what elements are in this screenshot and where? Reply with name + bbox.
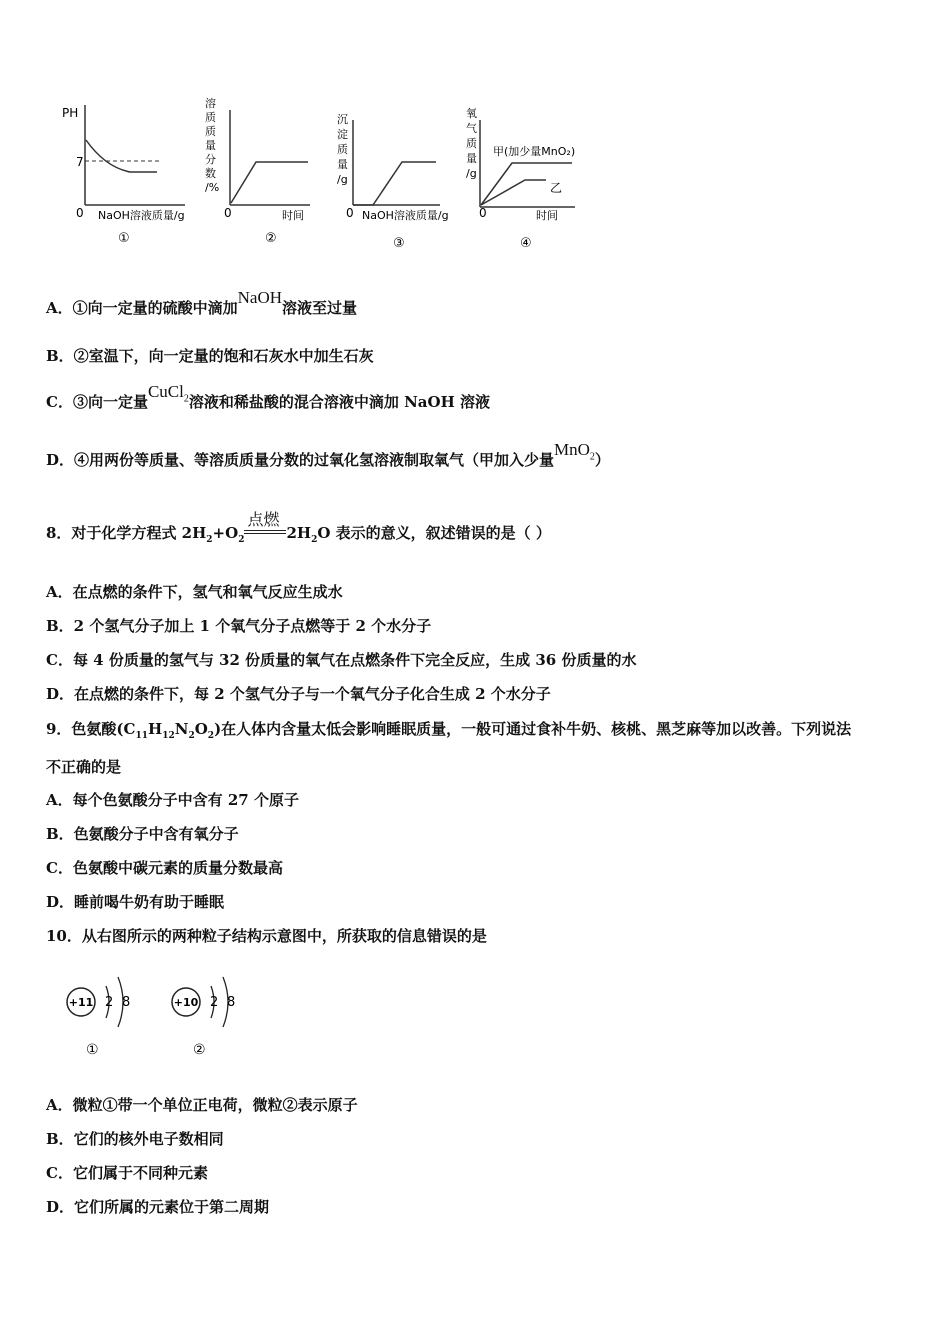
- g2y-char: 质: [205, 125, 216, 138]
- g3y-char: 沉: [337, 113, 348, 126]
- g3y-char: /g: [337, 173, 348, 186]
- g4-y-label: [466, 106, 477, 180]
- g1-num: ①: [118, 231, 130, 246]
- particle-1: [67, 977, 130, 1058]
- g2y-char: /%: [205, 181, 220, 194]
- g3-y-label: [337, 113, 348, 186]
- g3-origin: 0: [346, 206, 354, 220]
- q8-stem: 8．对于化学方程式 $2H_2+O_2$ 点燃 $2H_2O$ 表示的意义，叙述错误的是（ ）: [46, 510, 551, 545]
- g4y-char: 量: [466, 152, 477, 165]
- g1-y-label: PH: [62, 106, 79, 120]
- p1-shell-2: 8: [122, 995, 131, 1010]
- g1-curve: [86, 140, 157, 172]
- g3y-char: 量: [337, 158, 348, 171]
- q10-option-c: C．它们属于不同种元素: [46, 1164, 208, 1182]
- g4-jia-label: 甲(加少量MnO₂): [493, 145, 576, 158]
- g2y-char: 数: [205, 167, 216, 180]
- g3-num: ③: [393, 236, 405, 251]
- q7-option-b: B．②室温下，向一定量的饱和石灰水中加生石灰: [46, 347, 374, 365]
- q9-option-d: D．睡前喝牛奶有助于睡眠: [46, 893, 225, 911]
- graph-4: [466, 106, 575, 251]
- g3-x-label: NaOH溶液质量/g: [362, 209, 449, 222]
- g4-x-label: 时间: [536, 209, 558, 222]
- g4y-char: 氧: [466, 107, 477, 120]
- q7-option-c: C．③向一定量CuCl$_2$溶液和稀盐酸的混合溶液中滴加 NaOH 溶液: [46, 382, 490, 411]
- q9-option-c: C．色氨酸中碳元素的质量分数最高: [46, 859, 283, 877]
- g4-yi-label: 乙: [550, 181, 563, 195]
- q8-option-a: A．在点燃的条件下，氢气和氧气反应生成水: [46, 583, 343, 601]
- g2-num: ②: [265, 231, 277, 246]
- g2y-char: 溶: [205, 97, 216, 110]
- graph-2: [205, 96, 310, 246]
- q10-stem: 10．从右图所示的两种粒子结构示意图中，所获取的信息错误的是: [46, 927, 487, 945]
- p1-num: ①: [86, 1042, 99, 1058]
- g2-line: [231, 162, 308, 203]
- graphs-figure: [50, 95, 610, 260]
- g4-origin: 0: [479, 206, 487, 220]
- g4y-char: 气: [466, 122, 477, 135]
- graph-3: [337, 113, 449, 251]
- g2-origin: 0: [224, 206, 232, 220]
- q7-option-d: D．④用两份等质量、等溶质质量分数的过氧化氢溶液制取氧气（甲加入少量MnO$_2$）: [46, 440, 610, 469]
- p2-shell-1: 2: [210, 995, 219, 1010]
- graph-1: [62, 105, 185, 246]
- g2y-char: 质: [205, 111, 216, 124]
- q8-option-c: C．每 4 份质量的氢气与 32 份质量的氧气在点燃条件下完全反应，生成 36 份质量的水: [46, 651, 637, 669]
- g3y-char: 质: [337, 143, 348, 156]
- q8-option-b: B．2 个氢气分子加上 1 个氧气分子点燃等于 2 个水分子: [46, 617, 432, 635]
- p2-num: ②: [193, 1042, 206, 1058]
- p1-nucleus: +11: [68, 996, 94, 1009]
- g4y-char: /g: [466, 167, 477, 180]
- p2-nucleus: +10: [173, 996, 199, 1009]
- g4y-char: 质: [466, 137, 477, 150]
- q10-option-d: D．它们所属的元素位于第二周期: [46, 1198, 270, 1216]
- particle-2: [172, 977, 235, 1058]
- particle-diagram: [60, 965, 260, 1065]
- q9-stem-line2: 不正确的是: [46, 758, 122, 776]
- g1-x-label: NaOH溶液质量/g: [98, 209, 185, 222]
- q9-option-b: B．色氨酸分子中含有氧分子: [46, 825, 239, 843]
- q9-stem: 9．色氨酸$(C_{11}H_{12}N_2O_2)$在人体内含量太低会影响睡眠质量，一般可通过食补牛奶、核桃、黑芝麻等加以改善。下列说法: [46, 720, 852, 741]
- g4-num: ④: [520, 236, 532, 251]
- g2-x-label: 时间: [282, 209, 304, 222]
- q8-option-d: D．在点燃的条件下，每 2 个氢气分子与一个氧气分子化合生成 2 个水分子: [46, 685, 551, 703]
- g2-y-label: [205, 96, 219, 194]
- q10-option-b: B．它们的核外电子数相同: [46, 1130, 224, 1148]
- g2y-char: 量: [205, 139, 216, 152]
- g3y-char: 淀: [337, 128, 348, 141]
- q9-option-a: A．每个色氨酸分子中含有 27 个原子: [46, 791, 299, 809]
- q7-option-a: A．①向一定量的硫酸中滴加NaOH溶液至过量: [46, 288, 358, 317]
- q10-option-a: A．微粒①带一个单位正电荷，微粒②表示原子: [46, 1096, 358, 1114]
- p2-shell-2: 8: [227, 995, 236, 1010]
- g1-origin: 0: [76, 206, 84, 220]
- g1-tick-7: 7: [76, 155, 84, 169]
- g3-line: [353, 162, 436, 205]
- g2y-char: 分: [205, 153, 216, 166]
- p1-shell-1: 2: [105, 995, 114, 1010]
